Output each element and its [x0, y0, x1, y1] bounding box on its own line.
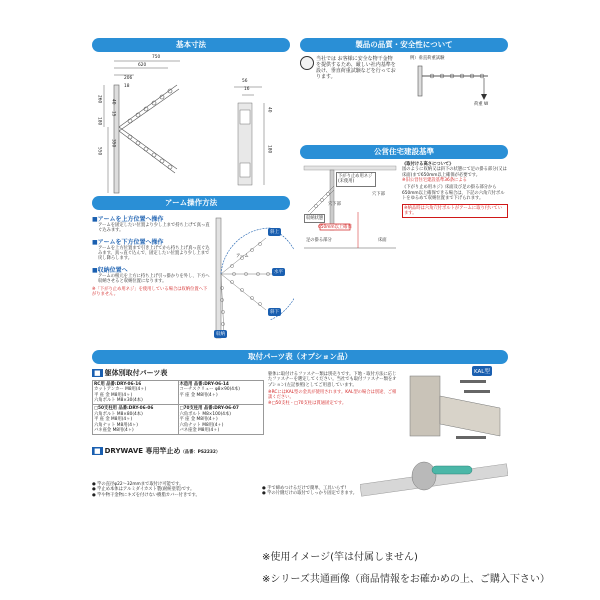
tag-up: 斜上: [270, 230, 279, 235]
label-floor: 床面: [378, 238, 387, 243]
wood-label: 木造用: [179, 382, 193, 387]
c70-row-2: 六角ナット M8用(4ヶ): [179, 422, 224, 428]
public-housing-header: 公営住宅建設基準: [300, 145, 508, 159]
housing-text-2: 《下がり止め用ネジ》床面及び足の掛る部分から650mm以上確保できる場合は、下記の六角穴付ボルトをゆるめて収納位置まで下げられます。: [402, 185, 505, 202]
dim-750: 750: [152, 55, 161, 60]
dim-18: 18: [124, 84, 130, 89]
dim-40: 40: [110, 99, 116, 105]
dim-620: 620: [138, 63, 147, 68]
parts-right-note: ※RCにはKAL型の金具が使用されます。KAL型の場合は別途、ご相談ください。: [268, 390, 397, 401]
stopper-title: DRYWAVE 専用竿止め: [104, 447, 181, 455]
c70-label: □70支柱用: [179, 406, 203, 412]
stopper-code: （品番：PS2232）: [180, 450, 221, 455]
dimensions-header: 基本寸法: [92, 38, 290, 52]
caption-line-2: ※シリーズ共通画像（商品情報をお確かめの上、ご購入下さい）: [262, 574, 550, 585]
parts-grid-top: [92, 380, 264, 405]
stopper-left-2: ● 竿や物干金物にキズを付けない樹脂カバー付きです。: [92, 492, 200, 498]
arm-note: ※「下がり止め用ネジ」を使用している場合は収納位置へ下がりません。: [92, 286, 208, 297]
dim-15: 15: [110, 111, 116, 117]
parts-title: ■ 躯体別取付パーツ表: [94, 369, 168, 377]
c50-code: 品番:DRY-06-06: [118, 406, 154, 412]
label-650: 650mm以上確保: [318, 225, 352, 230]
stopper-right-1: ● 竿の片側だけの取付でしっかり固定できます。: [262, 491, 358, 497]
rc-label: RC用: [94, 382, 105, 387]
tag-level: 水平: [274, 270, 283, 275]
rc-row-0: カットアンカー M8用(4ヶ): [94, 387, 147, 393]
label-storage: 収納状態: [304, 214, 325, 223]
caption-line-1: ※使用イメージ(竿は付属しません): [262, 552, 418, 563]
c50-label: □50支柱用: [94, 406, 117, 412]
rc-row-1: 平 座 金 M8用(4ヶ): [94, 392, 133, 398]
arm-label: アーム: [236, 254, 249, 259]
dimensions-drawing: [92, 55, 292, 195]
c70-row-0: 六角ボルト M8×100(4本): [179, 411, 231, 417]
kal-bracket-image: [400, 366, 508, 446]
quality-text: 当社では お客様に安全な物干金物を提供するため、厳しい社内基準を設け、垂直荷重試験などを行っております。: [316, 56, 396, 80]
c50-row-3: バネ座金 M8用(4ヶ): [94, 427, 134, 433]
tag-store: 収納: [216, 332, 225, 337]
rc-code: 品番:DRY-06-16: [106, 382, 142, 387]
parts-right-body: 躯体に取付けるファスナー類は別売りです。下地・取付方法に応じたファスナーを選定してください。当社でも取付ファスナー類をオプション(左記参照)としてご用意しています。: [268, 372, 397, 388]
wood-row-1: 平 座 金 M8用(4ヶ): [179, 392, 218, 398]
arm-down-text: アームを上方位置まで引き上げてから持ち上げ真っ直ぐ込みます。真っ直ぐ込んで、固定したい位置より少し上まで戻し降ろします。: [98, 245, 210, 262]
dim-350: 350: [110, 139, 116, 148]
housing-text-block: [402, 162, 508, 218]
arm-down-title: ■アームを下方位置へ操作: [92, 238, 164, 246]
load-w-label: 荷重 W: [474, 102, 489, 107]
quality-logo: [300, 56, 314, 70]
label-screw: 下がり止め用ネジ(未使用): [336, 172, 376, 187]
stopper-left-0: ● 竿の直径φ22～32mmまで取付け可能です。: [92, 482, 184, 487]
arm-up-text: アームを固定したい位置より少し上まで持ち上げて真っ直ぐ込みます。: [98, 223, 210, 234]
stopper-left-list: [92, 482, 260, 498]
parts-right-note-2: ※□50支柱・□70支柱は貫通固定です。: [268, 400, 347, 406]
parts-table-header: 取付パーツ表（オプション品）: [92, 350, 508, 364]
wood-row-0: コーチスクリュー φ8×90(4本): [179, 387, 240, 393]
dim-180b: 180: [266, 145, 272, 154]
c70-code: 品番:DRY-06-07: [203, 406, 239, 412]
stopper-left-1: ● 竿止め本体はアルミダイカスト製(耐候塗装)です。: [92, 487, 195, 493]
arm-up-title: ■アームを上方位置へ操作: [92, 216, 164, 223]
tag-down: 斜下: [270, 310, 279, 315]
parts-rc: [93, 381, 179, 404]
parts-grid-bottom: [92, 405, 264, 435]
kal-label: KAL型: [472, 366, 492, 376]
dim-550: 550: [96, 147, 102, 156]
housing-note-2: ※納品時は六角穴付ボルトがアームに取り付いています。: [402, 204, 508, 219]
wood-code: 品番:DRY-06-14: [193, 382, 229, 387]
parts-left: [92, 368, 264, 435]
dim-56: 56: [242, 79, 248, 84]
dim-260: 260: [96, 95, 102, 104]
parts-c70: [179, 405, 264, 434]
housing-text-1: 図のように収納又は斜下の状態にて足の掛る部分(又は床面)まで650mm以上確保が必要です。: [402, 167, 507, 178]
parts-c50: [93, 405, 179, 434]
arm-diagram: [210, 214, 294, 342]
arm-text-block: [92, 214, 210, 297]
load-example-label: 例）垂直荷重試験: [410, 56, 445, 61]
c70-row-3: バネ座金 M8用(4ヶ): [179, 427, 220, 433]
dim-206: 206: [124, 76, 133, 81]
label-anahi-2: 穴下部: [328, 202, 341, 207]
arm-store-title: ■収納位置へ: [92, 266, 128, 274]
stopper-title-row: ■ DRYWAVE 専用竿止め（品番：PS2232）: [94, 447, 221, 455]
stopper-right-0: ● 手で締めつけるだけで簡単、工具いらず!: [262, 486, 347, 491]
housing-diagram: [300, 162, 400, 258]
parts-right-text: [268, 372, 398, 406]
housing-note-1: ※旧公営住宅建設基準36条による: [402, 178, 467, 184]
c70-row-1: 平 座 金 M8用(4ヶ): [179, 417, 218, 423]
rc-row-2: 六角ボルト M8×30(4本): [94, 398, 143, 404]
c50-row-2: 六角ナット M8用(4ヶ): [94, 422, 138, 428]
dim-180: 180: [96, 117, 102, 126]
load-test-diagram: [408, 56, 508, 126]
stopper-right-list: [262, 486, 400, 497]
quality-header: 製品の品質・安全性について: [300, 38, 508, 52]
label-foot: 足の掛る部分: [306, 238, 332, 243]
label-anahi: 穴下部: [372, 192, 385, 197]
dim-40b: 40: [266, 107, 272, 113]
arm-store-text: アームの根元を上方に持ち上げ引っ掛かりを外し、下方へ収納させると収納位置になります。: [98, 273, 210, 285]
parts-wood: [179, 381, 264, 404]
dim-16: 16: [244, 87, 250, 92]
c50-row-0: 六角ボルト M8×80(4本): [94, 411, 143, 417]
c50-row-1: 平 座 金 M8用(4ヶ): [94, 417, 133, 423]
housing-subtitle: 《取付ける高さについて》: [402, 162, 454, 167]
arm-operation-header: アーム操作方法: [92, 196, 290, 210]
